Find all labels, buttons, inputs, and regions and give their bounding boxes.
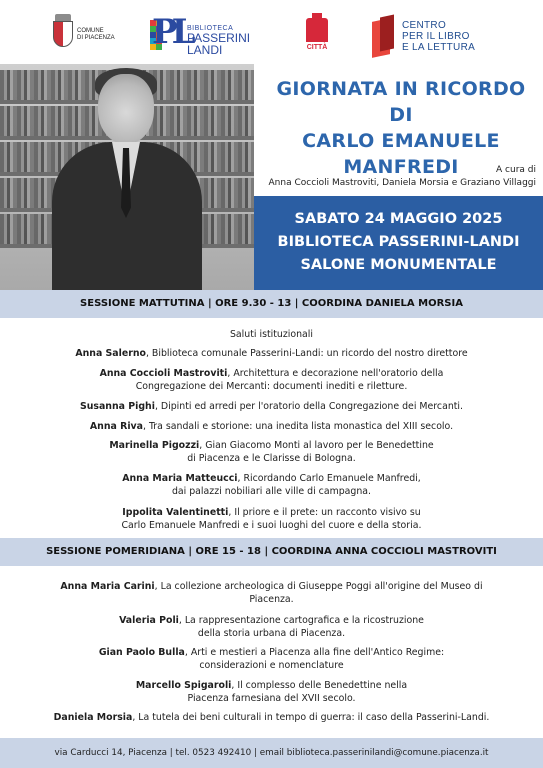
afternoon-talk: Gian Paolo Bulla, Arti e mestieri a Piacenza alla fine dell'Antico Regime: considerazioni e nomenclature <box>98 647 445 671</box>
morning-talk: Susanna Pighi, Dipinti ed arredi per l'oratorio della Congregazione dei Mercanti. <box>79 401 464 412</box>
event-info-box <box>254 196 543 290</box>
afternoon-talk: Valeria Poli, La rappresentazione cartografica e la ricostruzione della storia urbana di Piacenza. <box>119 615 424 639</box>
page-title: GIORNATA IN RICORDO DI CARLO EMANUELE MANFREDI <box>276 78 526 178</box>
morning-talk: Anna Coccioli Mastroviti, Architettura e decorazione nell'oratorio della Congregazione dei Mercanti: documenti inediti e riletture. <box>99 368 444 392</box>
comune-crest-icon <box>53 14 73 48</box>
centro-libro-lettura-logo <box>372 14 502 58</box>
biblioteca-passerini-landi-logo <box>150 12 260 60</box>
afternoon-session-header: SESSIONE POMERIDIANA | ORE 15 - 18 | COORDINA ANNA COCCIOLI MASTROVITI <box>0 538 543 566</box>
curated-by: A cura di Anna Coccioli Mastroviti, Daniela Morsia e Graziano Villaggi <box>268 165 536 188</box>
morning-talk: Anna Salerno, Biblioteca comunale Passerini-Landi: un ricordo del nostro direttore <box>75 348 468 359</box>
afternoon-talk: Marcello Spigaroli, Il complesso delle Benedettine nella Piacenza farnesiana del XVII secolo. <box>135 680 408 704</box>
afternoon-talk: Daniela Morsia, La tutela dei beni culturali in tempo di guerra: il caso della Passerini-Landi. <box>53 712 490 723</box>
event-date: SABATO 24 MAGGIO 2025 <box>294 211 503 227</box>
comune-logo-text: COMUNE DI PIACENZA <box>77 28 115 41</box>
pl-monogram-icon: PL <box>152 12 190 52</box>
morning-talk: Anna Maria Matteucci, Ricordando Carlo Emanuele Manfredi, dai palazzi nobiliari alle ville di campagna. <box>122 473 421 497</box>
morning-talk: Marinella Pigozzi, Gian Giacomo Monti al lavoro per le Benedettine di Piacenza e le Clarisse di Bologna. <box>109 440 434 464</box>
biblioteca-name: PASSERINI LANDI <box>187 31 251 57</box>
morning-talk: Anna Riva, Tra sandali e storione: una inedita lista monastica del XIII secolo. <box>89 421 454 432</box>
citta-logo-text: CITTÀ <box>306 44 328 51</box>
logos-row <box>0 0 543 64</box>
centro-logo-text: CENTRO PER IL LIBRO E LA LETTURA <box>402 20 476 53</box>
book-icon <box>372 16 394 56</box>
afternoon-talk: Anna Maria Carini, La collezione archeologica di Giuseppe Poggi all'origine del Museo di Piacenza. <box>60 581 483 605</box>
event-room: SALONE MONUMENTALE <box>300 257 497 273</box>
event-venue: BIBLIOTECA PASSERINI-LANDI <box>277 234 520 250</box>
morning-session-header: SESSIONE MATTUTINA | ORE 9.30 - 13 | COORDINA DANIELA MORSIA <box>0 290 543 318</box>
greeting: Saluti istituzionali <box>229 329 314 340</box>
comune-piacenza-logo <box>53 14 123 50</box>
citta-tower-icon <box>306 18 328 42</box>
citta-del-libro-logo <box>296 14 338 58</box>
footer-contact: via Carducci 14, Piacenza | tel. 0523 492410 | email biblioteca.passerinilandi@comune.piacenza.it <box>0 738 543 768</box>
biblioteca-label: BIBLIOTECA <box>187 25 234 32</box>
portrait-photo <box>0 64 254 290</box>
morning-talk: Ippolita Valentinetti, Il priore e il prete: un racconto visivo su Carlo Emanuele Manfredi e i suoi luoghi del cuore e della storia. <box>121 507 422 531</box>
